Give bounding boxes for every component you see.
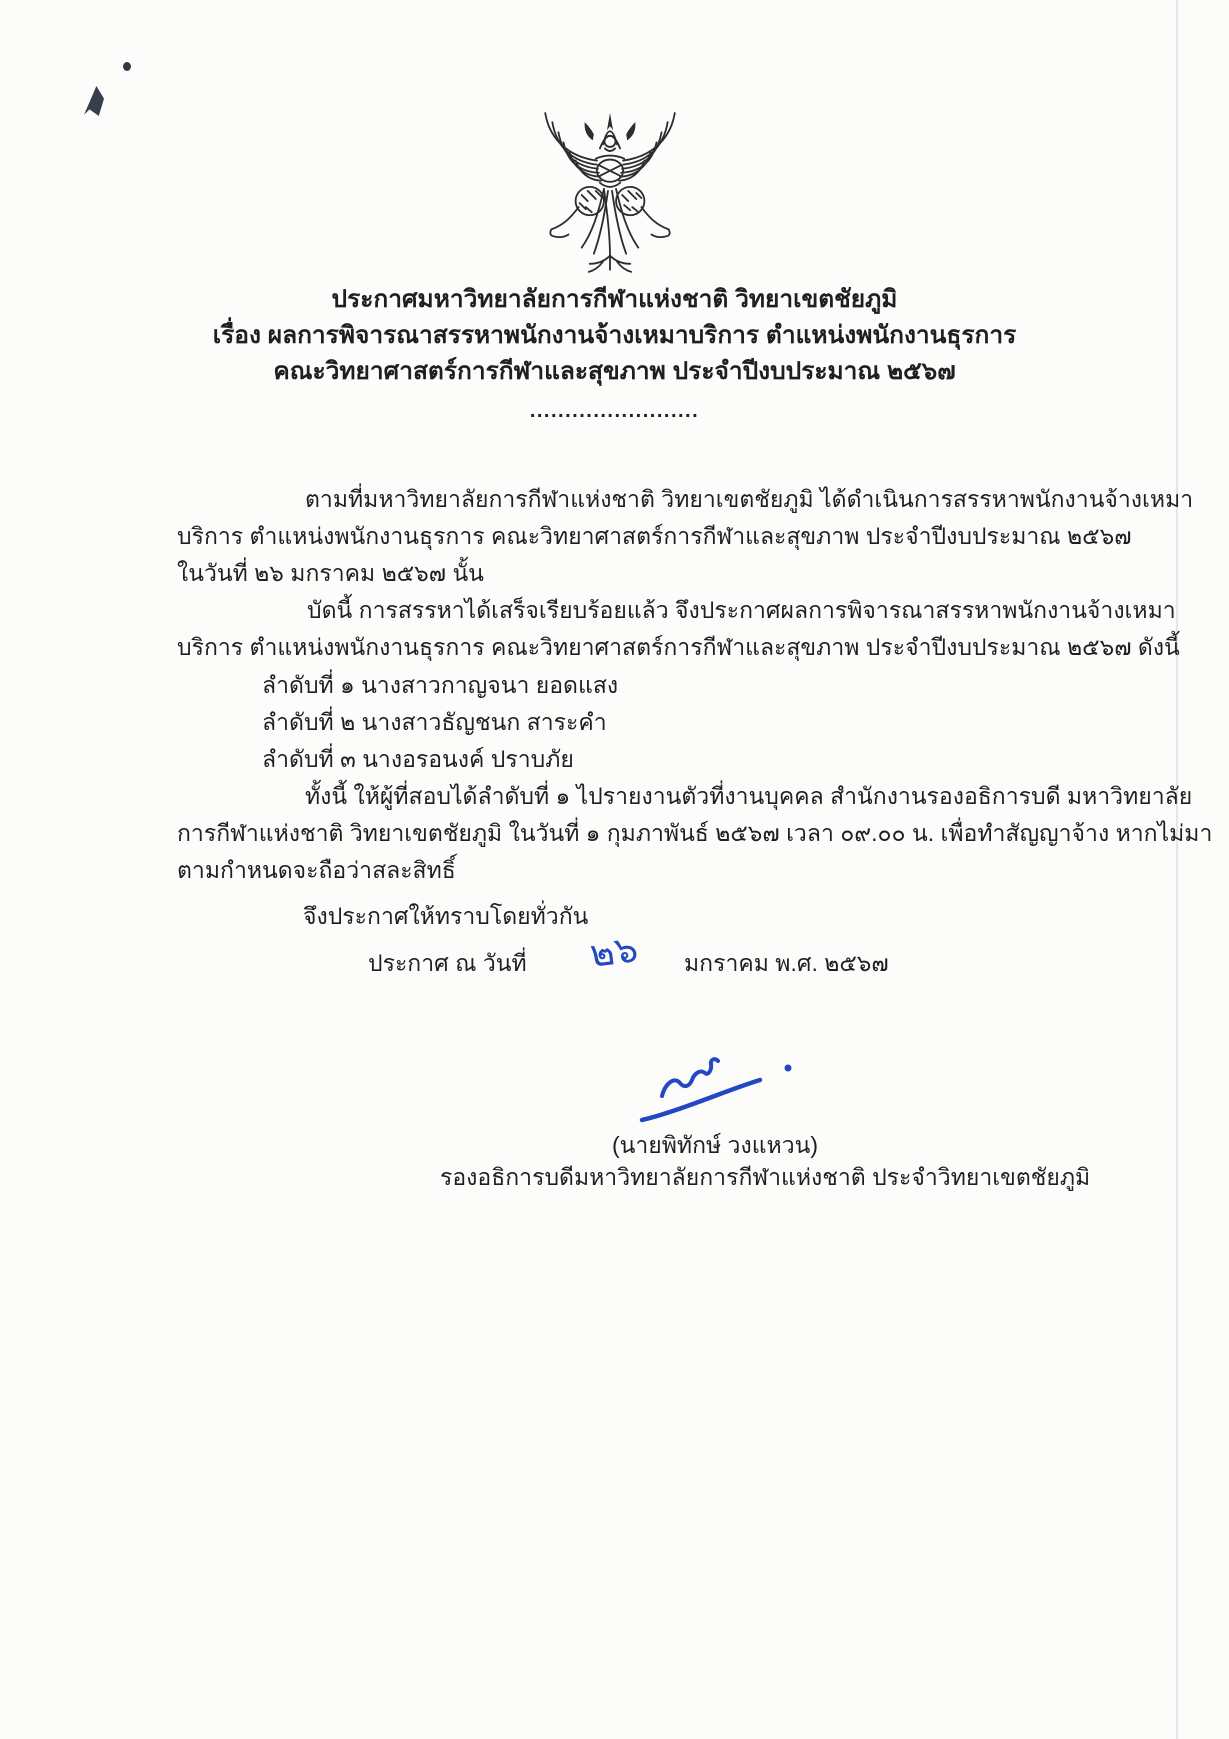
paragraph1-line1: ตามที่มหาวิทยาลัยการกีฬาแห่งชาติ วิทยาเขตชัยภูมิ ได้ดำเนินการสรรหาพนักงานจ้างเหมา [305,486,1194,512]
signer-name: (นายพิทักษ์ วงแหวน) [611,1132,818,1158]
announcement-subject-line2: คณะวิทยาศาสตร์การกีฬาและสุขภาพ ประจำปีงบประมาณ ๒๕๖๗ [273,358,956,385]
garuda-emblem-icon [528,110,692,287]
ranking-item-2: ลำดับที่ ๒ นางสาวธัญชนก สาระคำ [262,709,607,735]
paragraph2-line1: บัดนี้ การสรรหาได้เสร็จเรียบร้อยแล้ว จึงประกาศผลการพิจารณาสรรหาพนักงานจ้างเหมา [307,597,1176,623]
ink-speck-blob [84,86,104,116]
paragraph3-line1: ทั้งนี้ ให้ผู้ที่สอบได้ลำดับที่ ๑ ไปรายงานตัวที่งานบุคคล สำนักงานรองอธิการบดี มหาวิทยาลัย [305,783,1193,809]
ink-speck-dot [123,62,131,71]
paragraph1-line2: บริการ ตำแหน่งพนักงานธุรการ คณะวิทยาศาสตร์การกีฬาและสุขภาพ ประจำปีงบประมาณ ๒๕๖๗ [177,523,1132,549]
paragraph1-line3: ในวันที่ ๒๖ มกราคม ๒๕๖๗ นั้น [177,560,484,586]
signature-handwriting [632,1040,822,1135]
signer-position: รองอธิการบดีมหาวิทยาลัยการกีฬาแห่งชาติ ประจำวิทยาเขตชัยภูมิ [440,1164,1091,1190]
announcement-title: ประกาศมหาวิทยาลัยการกีฬาแห่งชาติ วิทยาเขตชัยภูมิ [331,286,898,313]
paragraph2-line2: บริการ ตำแหน่งพนักงานธุรการ คณะวิทยาศาสตร์การกีฬาและสุขภาพ ประจำปีงบประมาณ ๒๕๖๗ ดังนี้ [177,634,1180,660]
announcement-subject: เรื่อง ผลการพิจารณาสรรหาพนักงานจ้างเหมาบริการ ตำแหน่งพนักงานธุรการ [212,322,1017,349]
ranking-item-3: ลำดับที่ ๓ นางอรอนงค์ ปราบภัย [262,746,574,772]
dotted-divider: ........................ [529,400,700,422]
closing-statement: จึงประกาศให้ทราบโดยทั่วกัน [303,903,589,929]
ranking-item-1: ลำดับที่ ๑ นางสาวกาญจนา ยอดแสง [262,672,619,698]
handwritten-day-number: ๒๖ [587,928,641,975]
paragraph3-line2: การกีฬาแห่งชาติ วิทยาเขตชัยภูมิ ในวันที่ ๑ กุมภาพันธ์ ๒๕๖๗ เวลา ๐๙.๐๐ น. เพื่อทำสัญญาจ้าง หากไม่มา [177,820,1213,846]
paragraph3-line3: ตามกำหนดจะถือว่าสละสิทธิ์ [177,857,456,883]
announce-date-rest: มกราคม พ.ศ. ๒๕๖๗ [684,950,889,976]
scan-edge-line [1176,0,1178,1739]
announce-date-prefix: ประกาศ ณ วันที่ [368,950,527,976]
